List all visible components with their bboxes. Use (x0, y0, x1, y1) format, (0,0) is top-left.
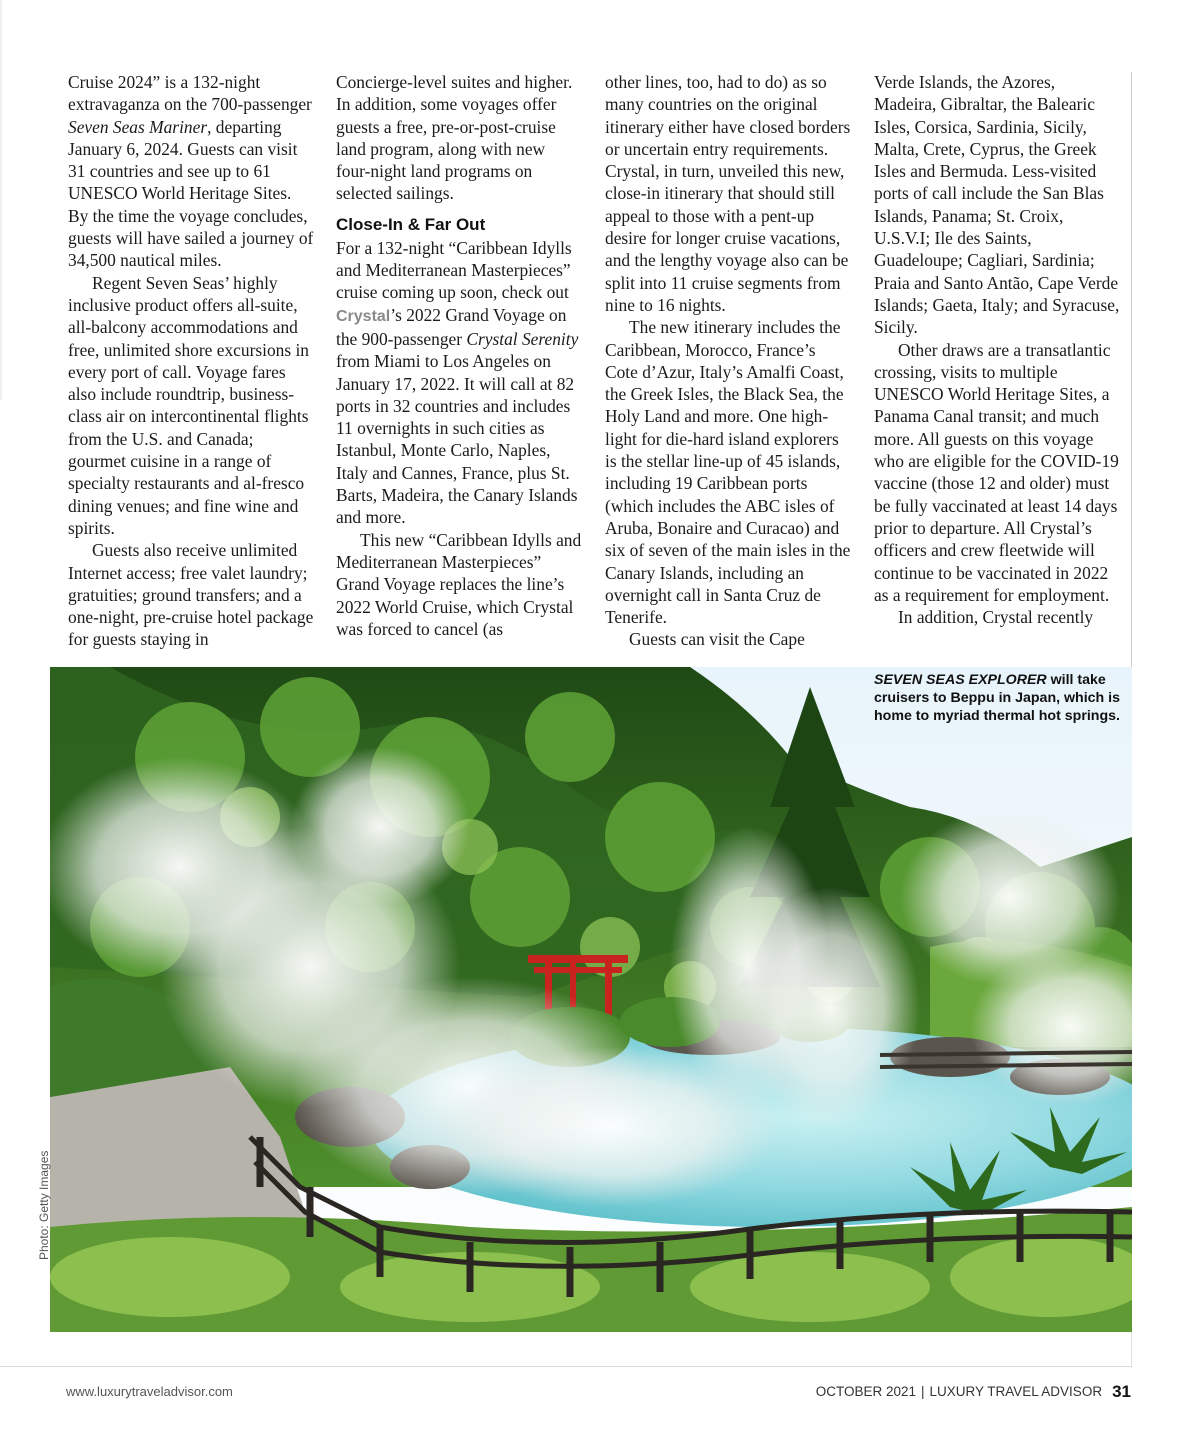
article-column-2 (336, 71, 582, 640)
column-divider (1131, 72, 1132, 668)
brand-link-crystal[interactable]: Crystal (336, 307, 391, 325)
paragraph: In addition, Crystal recently (898, 607, 1094, 628)
folio (816, 1381, 1131, 1401)
paragraph: other lines, too, had to do) as so many countries on the original itinerary either have closed borders or uncertain entry requirements. Crystal, in turn, unveiled this new, close-in itinerary that should still appeal to those with a pent-up desire for longer cruise vacations, and the lengthy voyage also can be split into 11 cruise segments from nine to 16 nights. (605, 72, 851, 315)
website-link[interactable]: www.luxurytraveladvisor.com (66, 1384, 233, 1399)
page-edge (0, 0, 2, 400)
ship-name: Crystal Serenity (466, 328, 579, 349)
article-column-4 (874, 71, 1120, 628)
paragraph: For a 132-night “Caribbean Idylls and Mediterranean Masterpieces” cruise coming up soon, check out Crystal’s 2022 Grand Voyage on the 900-passenger Crystal Serenity from Miami to Los Angeles on January 17, 2022. It will call at 82 ports in 32 countries and includes 11 overnights in such cities as Istanbul, Monte Carlo, Naples, Italy and Cannes, France, plus St. Barts, Madeira, the Canary Islands and more. (336, 237, 579, 528)
paragraph: Cruise 2024” is a 132-night extravaganza on the 700-passenger Seven Seas Mariner, departing January 6, 2024. Guests can visit 31 countries and see up to 61 UNESCO World Heritage Sites. By the time the voyage concludes, guests will have sailed a journey of 34,500 nautical miles. (68, 72, 314, 271)
article-column-1 (68, 71, 314, 651)
photo-credit: Photo: Getty Images (37, 1150, 51, 1260)
issue-date: OCTOBER 2021 (815, 1384, 916, 1399)
photo-caption: SEVEN SEAS EXPLORER will take cruisers to Beppu in Japan, which is home to myriad thermal hot springs. (874, 672, 1120, 724)
footer-rule (0, 1366, 1131, 1367)
folio-separator: | (920, 1384, 925, 1399)
paragraph: Concierge-level suites and higher. In addition, some voyages offer guests a free, pre-or-post-cruise land program, along with new four-night land programs on selected sailings. (336, 72, 573, 204)
ship-name: Seven Seas Mariner (68, 116, 208, 137)
section-heading: Close-In & Far Out (336, 214, 486, 234)
article-column-3 (605, 71, 851, 651)
paragraph: The new itinerary includes the Caribbean, Morocco, France’s Cote d’Azur, Italy’s Amalfi Coast, the Greek Isles, the Black Sea, the Holy Land and more. One highlight for die-hard island explorers is the stellar line-up of 45 islands, including 19 Caribbean ports (which includes the ABC isles of Aruba, Bonaire and Curacao) and six of seven of the main isles in the Canary Islands, including an overnight call in Santa Cruz de Tenerife. (605, 317, 851, 628)
magazine-name: LUXURY TRAVEL ADVISOR (929, 1384, 1103, 1399)
paragraph: Verde Islands, the Azores, Madeira, Gibraltar, the Balearic Isles, Corsica, Sardinia, Sicily, Malta, Crete, Cyprus, the Greek Isles and Bermuda. Less-visited ports of call include the San Blas Islands, Panama; St. Croix, U.S.V.I; Ile des Saints, Guadeloupe; Cagliari, Sardinia; Praia and Santo Antão, Cape Verde Islands; Gaeta, Italy; and Syracuse, Sicily. (874, 72, 1120, 338)
column-divider (1131, 1330, 1132, 1368)
beppu-hot-springs-photo (50, 667, 1132, 1332)
paragraph: Other draws are a transatlantic crossing, visits to multiple UNESCO World Heritage Sites, a Panama Canal transit; and much more. All guests on this voyage who are eligible for the COVID-19 vaccine (those 12 and older) must be fully vaccinated at least 14 days prior to departure. All Crystal’s officers and crew fleetwide will continue to be vaccinated in 2022 as a requirement for employment. (874, 339, 1119, 605)
paragraph: Guests can visit the Cape (629, 629, 805, 650)
paragraph: Regent Seven Seas’ highly inclusive product offers all-suite, all-balcony accommodations and free, unlimited shore excursions in every port of call. Voyage fares also include roundtrip, business-class air on intercontinental flights from the U.S. and Canada; gourmet cuisine in a range of specialty restaurants and al-fresco dining venues; and fine wine and spirits. (68, 272, 309, 538)
paragraph: Guests also receive unlimited Internet access; free valet laundry; gratuities; ground transfers; and a one-night, pre-cruise hotel package for guests staying in (68, 540, 314, 650)
page-number: 31 (1112, 1382, 1131, 1401)
paragraph: This new “Caribbean Idylls and Mediterranean Masterpieces” Grand Voyage replaces the line’s 2022 World Cruise, which Crystal was forced to cancel (as (336, 529, 582, 639)
caption-ship-name: SEVEN SEAS EXPLORER (874, 672, 1047, 688)
